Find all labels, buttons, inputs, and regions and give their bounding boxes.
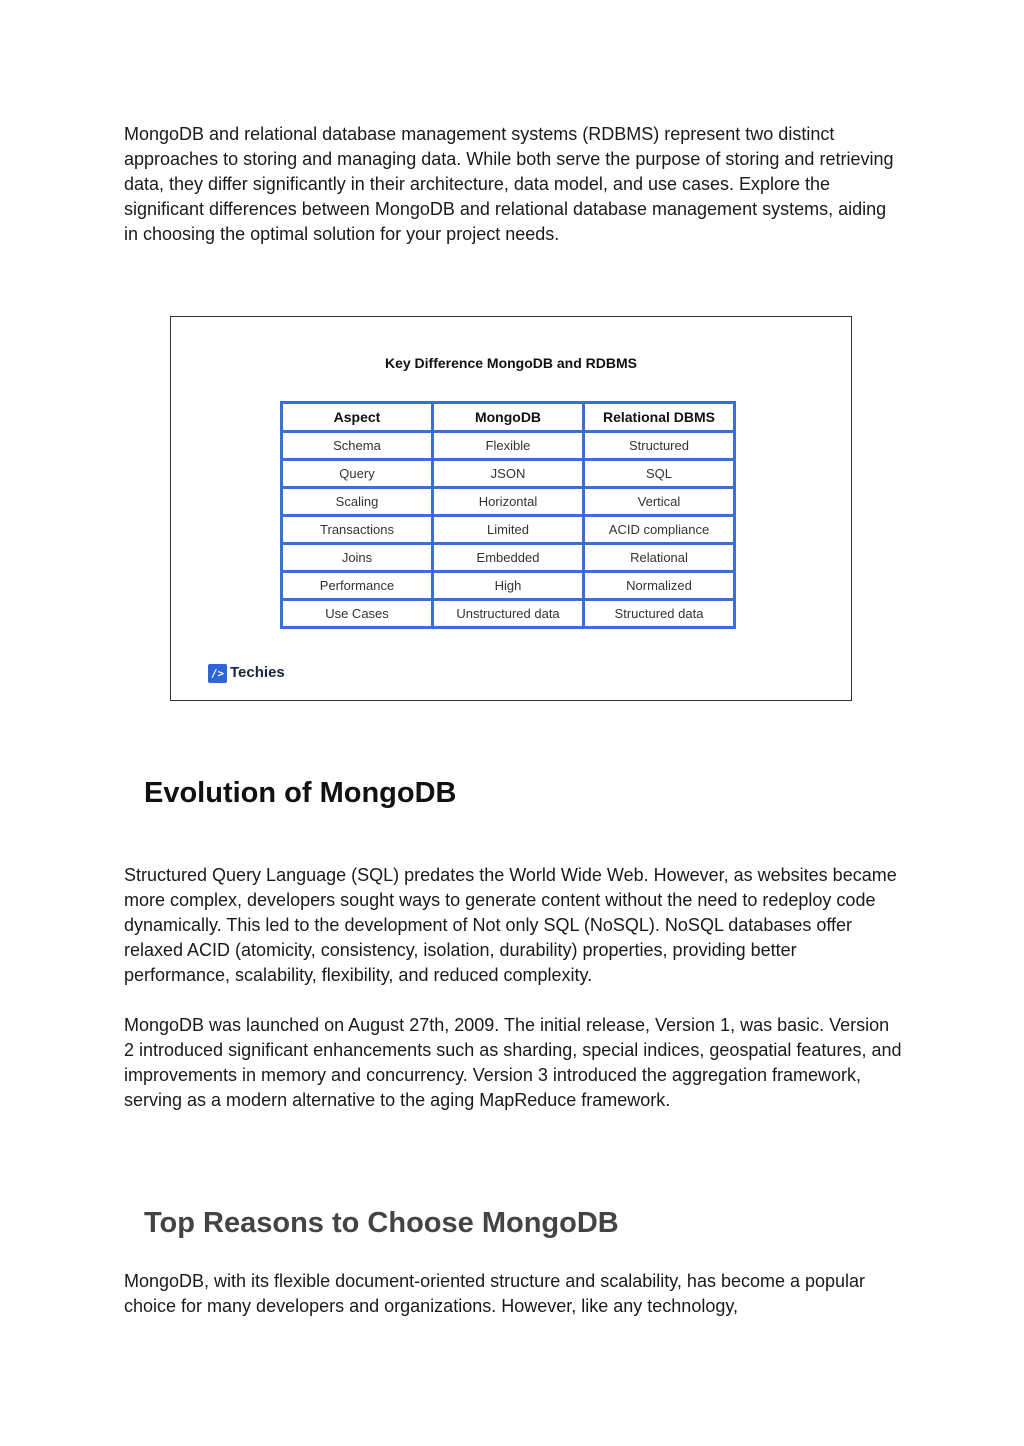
table-header-row — [282, 403, 735, 432]
evolution-paragraph-2: MongoDB was launched on August 27th, 2009. The initial release, Version 1, was basic. Version 2 introduced significant enhancements such as sharding, special indices, geospatial features, and improvements in memory and concurrency. Version 3 introduced the aggregation framework, serving as a modern alternative to the aging MapReduce framework. — [124, 1015, 902, 1110]
table-row — [282, 572, 735, 600]
table-cell: SQL — [584, 460, 735, 488]
table-cell: Relational — [584, 544, 735, 572]
table-cell: Performance — [282, 572, 433, 600]
table-cell: Structured data — [584, 600, 735, 628]
table-row — [282, 432, 735, 460]
section-heading-reasons: Top Reasons to Choose MongoDB — [144, 1207, 619, 1239]
table-cell: Normalized — [584, 572, 735, 600]
table-cell: Transactions — [282, 516, 433, 544]
table-cell: Horizontal — [433, 488, 584, 516]
table-row — [282, 516, 735, 544]
figure-title: Key Difference MongoDB and RDBMS — [384, 355, 638, 371]
table-cell: Query — [282, 460, 433, 488]
table-cell: JSON — [433, 460, 584, 488]
table-cell: High — [433, 572, 584, 600]
table-cell: Scaling — [282, 488, 433, 516]
evolution-paragraph-1: Structured Query Language (SQL) predates the World Wide Web. However, as websites became more complex, developers sought ways to generate content without the need to redeploy code dynamically. This led to the development of Not only SQL (NoSQL). NoSQL databases offer relaxed ACID (atomicity, consistency, isolation, durability) properties, providing better performance, scalability, flexibility, and reduced complexity. — [124, 865, 897, 985]
reasons-paragraph: MongoDB, with its flexible document-oriented structure and scalability, has become a popular choice for many developers and organizations. However, like any technology, — [124, 1271, 866, 1316]
table-row — [282, 600, 735, 628]
table-cell: Use Cases — [282, 600, 433, 628]
table-row — [282, 544, 735, 572]
table-cell: Flexible — [433, 432, 584, 460]
comparison-figure — [170, 316, 852, 701]
intro-paragraph: MongoDB and relational database management systems (RDBMS) represent two distinct approaches to storing and managing data. While both serve the purpose of storing and retrieving data, they differ significantly in their architecture, data model, and use cases. Explore the significant differences between MongoDB and relational database management systems, aiding in choosing the optimal solution for your project needs. — [124, 124, 894, 244]
table-cell: Joins — [282, 544, 433, 572]
table-row — [282, 488, 735, 516]
table-cell: Unstructured data — [433, 600, 584, 628]
header-cell-mongodb: MongoDB — [433, 403, 584, 432]
section-heading-evolution: Evolution of MongoDB — [144, 777, 457, 809]
comparison-table — [280, 401, 736, 629]
brand-label: Techies — [230, 664, 285, 681]
header-cell-rdbms: Relational DBMS — [584, 403, 735, 432]
table-cell: Vertical — [584, 488, 735, 516]
table-cell: ACID compliance — [584, 516, 735, 544]
table-cell: Structured — [584, 432, 735, 460]
table-cell: Limited — [433, 516, 584, 544]
table-row — [282, 460, 735, 488]
header-cell-aspect: Aspect — [282, 403, 433, 432]
table-cell: Schema — [282, 432, 433, 460]
code-slash-icon: /> — [208, 664, 227, 683]
table-cell: Embedded — [433, 544, 584, 572]
